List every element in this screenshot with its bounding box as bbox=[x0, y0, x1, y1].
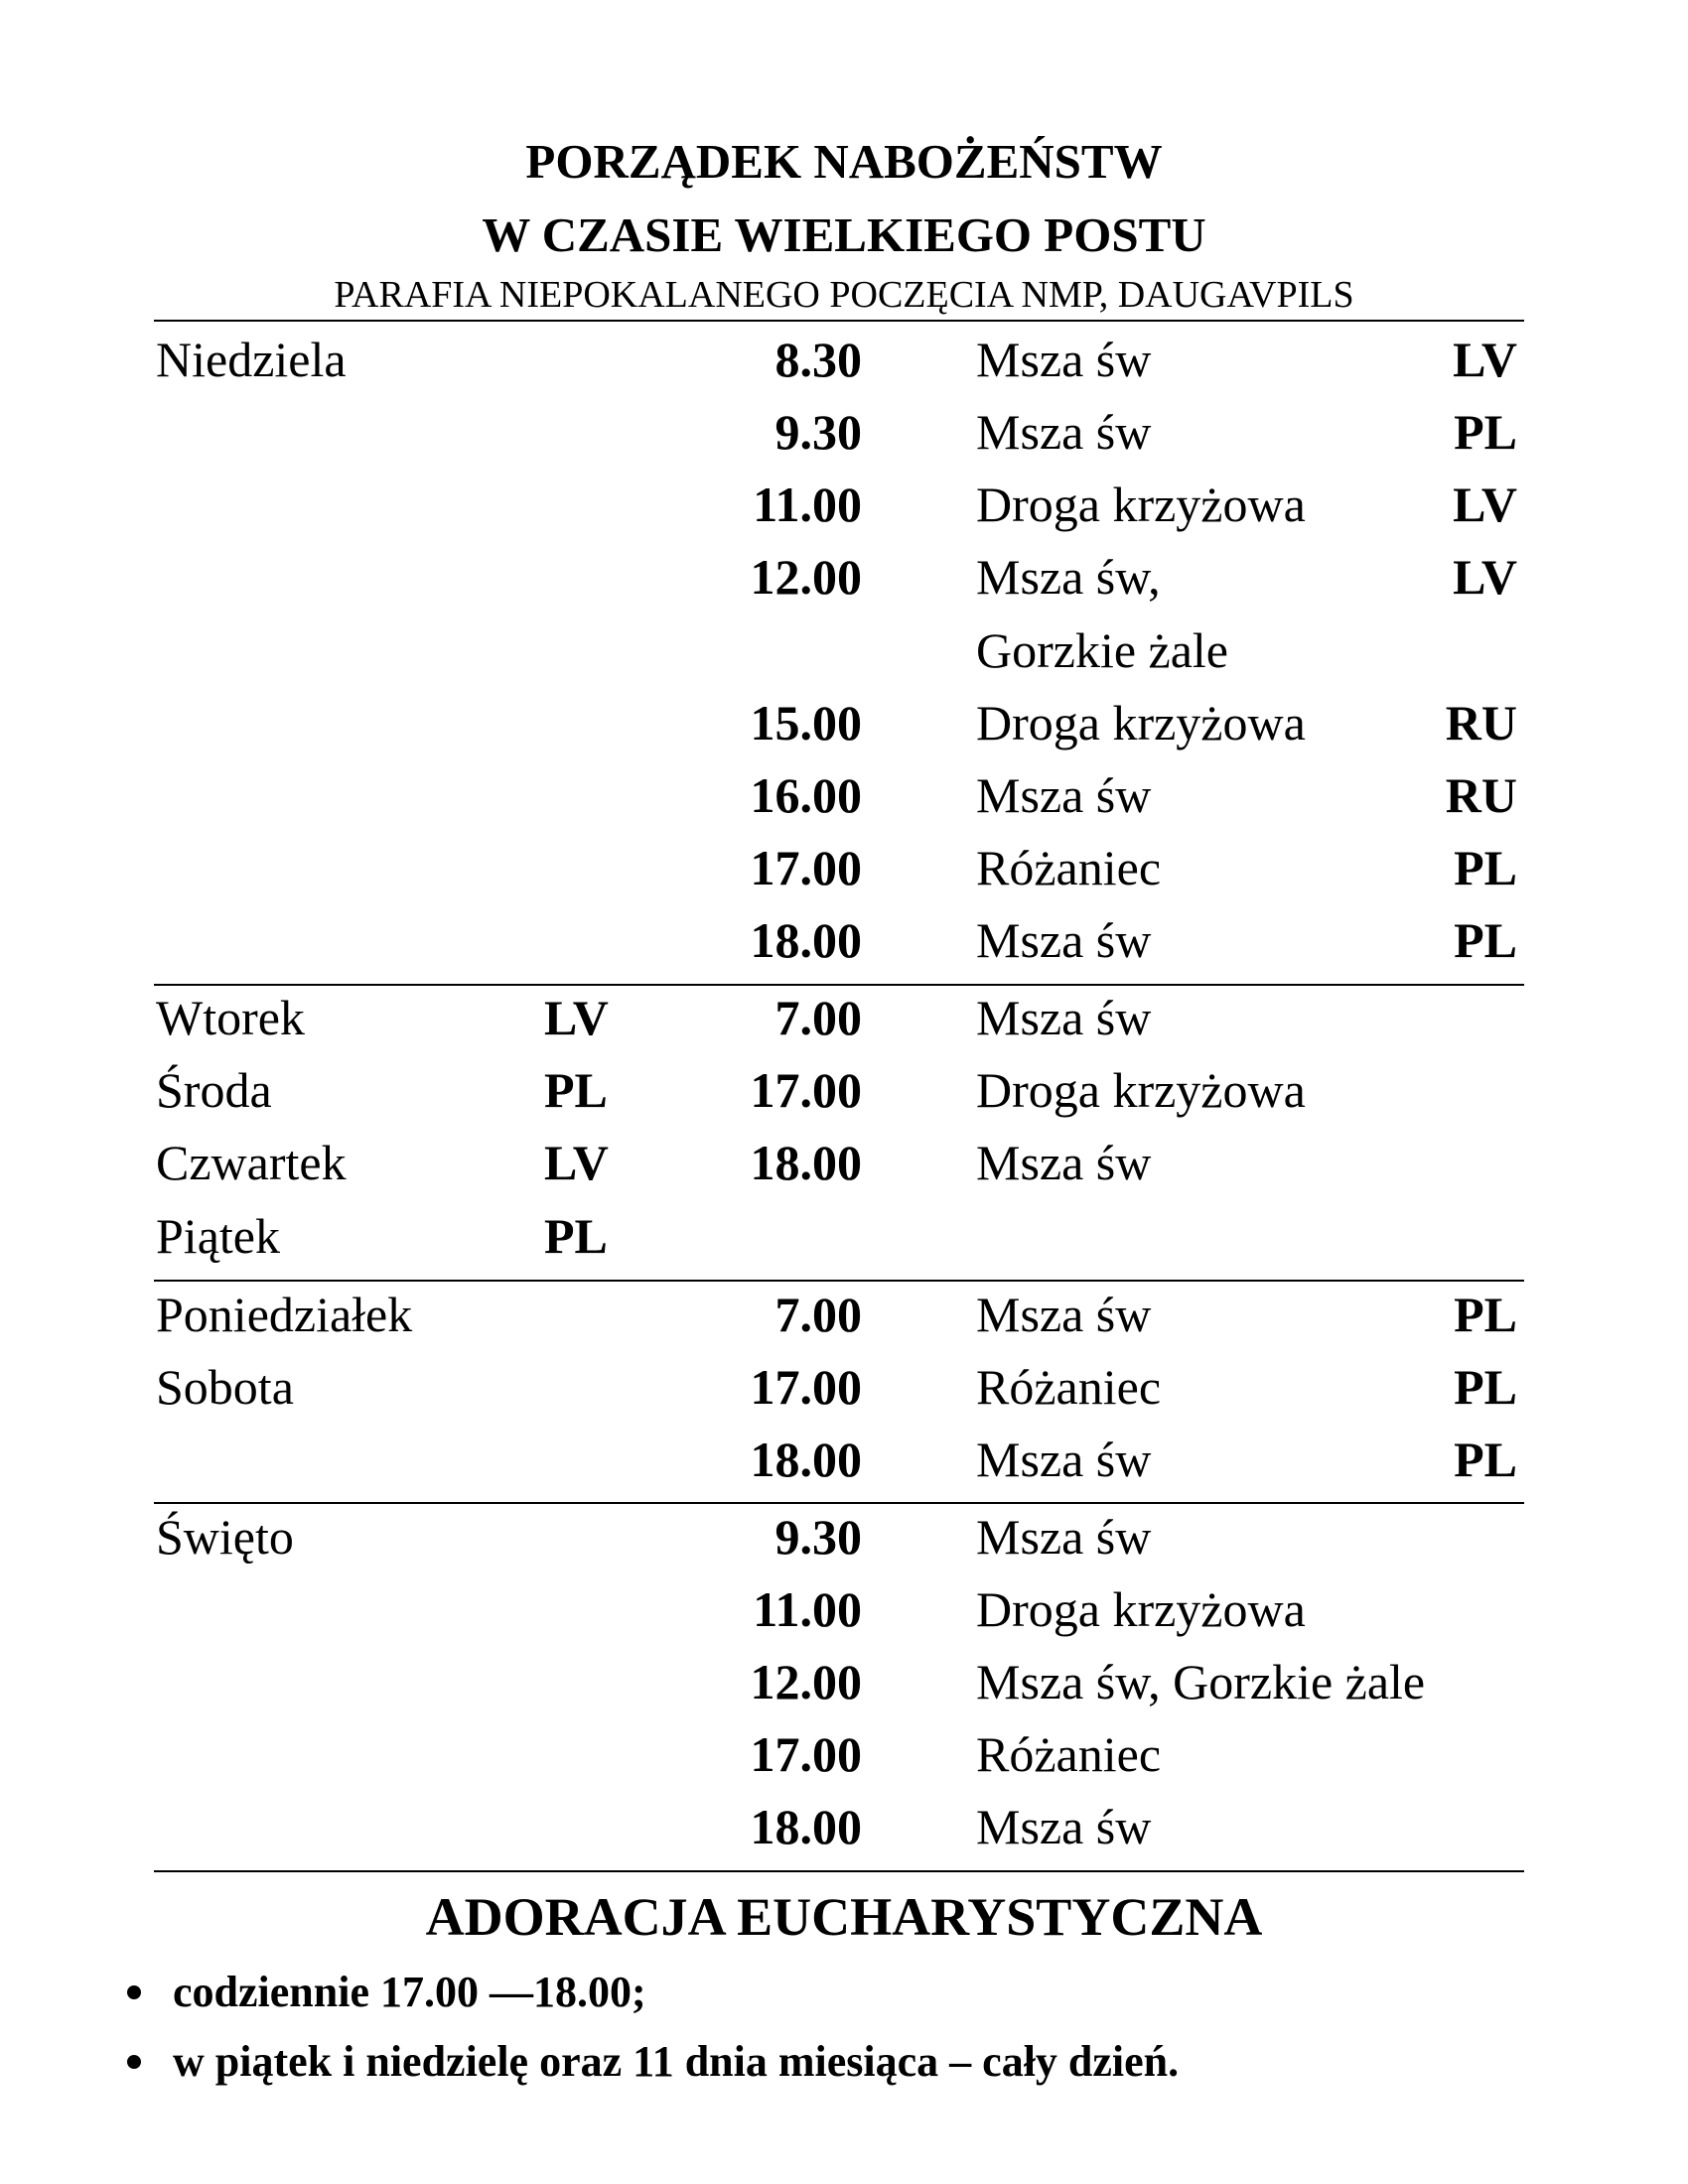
service-cell: Różaniec bbox=[976, 1726, 1162, 1782]
service-cell: Msza św bbox=[976, 767, 1152, 823]
day-label: Środa bbox=[156, 1062, 272, 1118]
day-label-holiday: Święto bbox=[156, 1509, 294, 1565]
language-cell: RU bbox=[1445, 767, 1517, 823]
adoration-item bbox=[127, 2037, 1180, 2086]
day-label: Czwartek bbox=[156, 1135, 347, 1190]
service-cell: Droga krzyżowa bbox=[976, 695, 1306, 751]
time-cell: 11.00 bbox=[753, 1581, 862, 1637]
time-cell: 18.00 bbox=[750, 1135, 862, 1190]
service-cell: Msza św, Gorzkie żale bbox=[976, 1654, 1426, 1709]
language-cell: PL bbox=[1454, 912, 1517, 968]
language-cell: PL bbox=[1454, 1359, 1517, 1415]
language-cell: PL bbox=[1454, 840, 1517, 895]
page-title-line2: W CZASIE WIELKIEGO POSTU bbox=[482, 207, 1206, 262]
service-cell: Gorzkie żale bbox=[976, 622, 1229, 678]
service-cell: Msza św bbox=[976, 912, 1152, 968]
service-cell: Msza św bbox=[976, 1287, 1152, 1342]
day-label: Wtorek bbox=[156, 990, 305, 1045]
time-cell: 16.00 bbox=[750, 767, 862, 823]
day-label: Piątek bbox=[156, 1208, 280, 1264]
time-cell: 12.00 bbox=[750, 1654, 862, 1709]
time-cell: 8.30 bbox=[774, 332, 862, 387]
language-cell: LV bbox=[1453, 332, 1517, 387]
time-cell: 7.00 bbox=[774, 990, 862, 1045]
time-cell: 11.00 bbox=[753, 477, 862, 532]
adoration-item bbox=[127, 1968, 646, 2016]
bullet-icon bbox=[127, 1985, 141, 1999]
time-cell: 18.00 bbox=[750, 1432, 862, 1487]
service-cell: Msza św bbox=[976, 332, 1152, 387]
divider bbox=[154, 1870, 1524, 1872]
time-cell: 17.00 bbox=[750, 1062, 862, 1118]
language-cell: LV bbox=[1453, 477, 1517, 532]
divider bbox=[154, 1502, 1524, 1504]
time-cell: 17.00 bbox=[750, 1726, 862, 1782]
language-cell: PL bbox=[1454, 1287, 1517, 1342]
day-language: PL bbox=[544, 1062, 608, 1118]
service-cell: Droga krzyżowa bbox=[976, 477, 1306, 532]
time-cell: 9.30 bbox=[774, 1509, 862, 1565]
language-cell: PL bbox=[1454, 1432, 1517, 1487]
day-label-sunday: Niedziela bbox=[156, 332, 347, 387]
service-cell: Msza św bbox=[976, 1135, 1152, 1190]
time-cell: 12.00 bbox=[750, 549, 862, 605]
divider bbox=[154, 1280, 1524, 1282]
day-language: LV bbox=[544, 1135, 609, 1190]
bullet-icon bbox=[127, 2055, 141, 2069]
time-cell: 18.00 bbox=[750, 1799, 862, 1854]
language-cell: LV bbox=[1453, 549, 1517, 605]
adoration-item-text: w piątek i niedzielę oraz 11 dnia miesiąca – cały dzień. bbox=[173, 2037, 1180, 2086]
language-cell: PL bbox=[1454, 404, 1517, 460]
day-label: Sobota bbox=[156, 1359, 294, 1415]
service-cell: Msza św bbox=[976, 1509, 1152, 1565]
time-cell: 17.00 bbox=[750, 840, 862, 895]
time-cell: 7.00 bbox=[774, 1287, 862, 1342]
divider bbox=[154, 320, 1524, 322]
service-cell: Msza św bbox=[976, 990, 1152, 1045]
service-cell: Różaniec bbox=[976, 1359, 1162, 1415]
parish-subtitle: PARAFIA NIEPOKALANEGO POCZĘCIA NMP, DAUGAVPILS bbox=[334, 274, 1354, 316]
time-cell: 17.00 bbox=[750, 1359, 862, 1415]
time-cell: 9.30 bbox=[774, 404, 862, 460]
day-language: PL bbox=[544, 1208, 608, 1264]
page-title-line1: PORZĄDEK NABOŻEŃSTW bbox=[525, 134, 1163, 189]
service-cell: Msza św bbox=[976, 404, 1152, 460]
adoration-item-text: codziennie 17.00 —18.00; bbox=[173, 1968, 646, 2016]
time-cell: 15.00 bbox=[750, 695, 862, 751]
service-cell: Msza św, bbox=[976, 549, 1161, 605]
service-cell: Różaniec bbox=[976, 840, 1162, 895]
service-cell: Msza św bbox=[976, 1432, 1152, 1487]
divider bbox=[154, 984, 1524, 986]
service-cell: Msza św bbox=[976, 1799, 1152, 1854]
language-cell: RU bbox=[1445, 695, 1517, 751]
day-label: Poniedziałek bbox=[156, 1287, 413, 1342]
service-cell: Droga krzyżowa bbox=[976, 1062, 1306, 1118]
day-language: LV bbox=[544, 990, 609, 1045]
service-cell: Droga krzyżowa bbox=[976, 1581, 1306, 1637]
time-cell: 18.00 bbox=[750, 912, 862, 968]
adoration-title: ADORACJA EUCHARYSTYCZNA bbox=[425, 1887, 1263, 1947]
